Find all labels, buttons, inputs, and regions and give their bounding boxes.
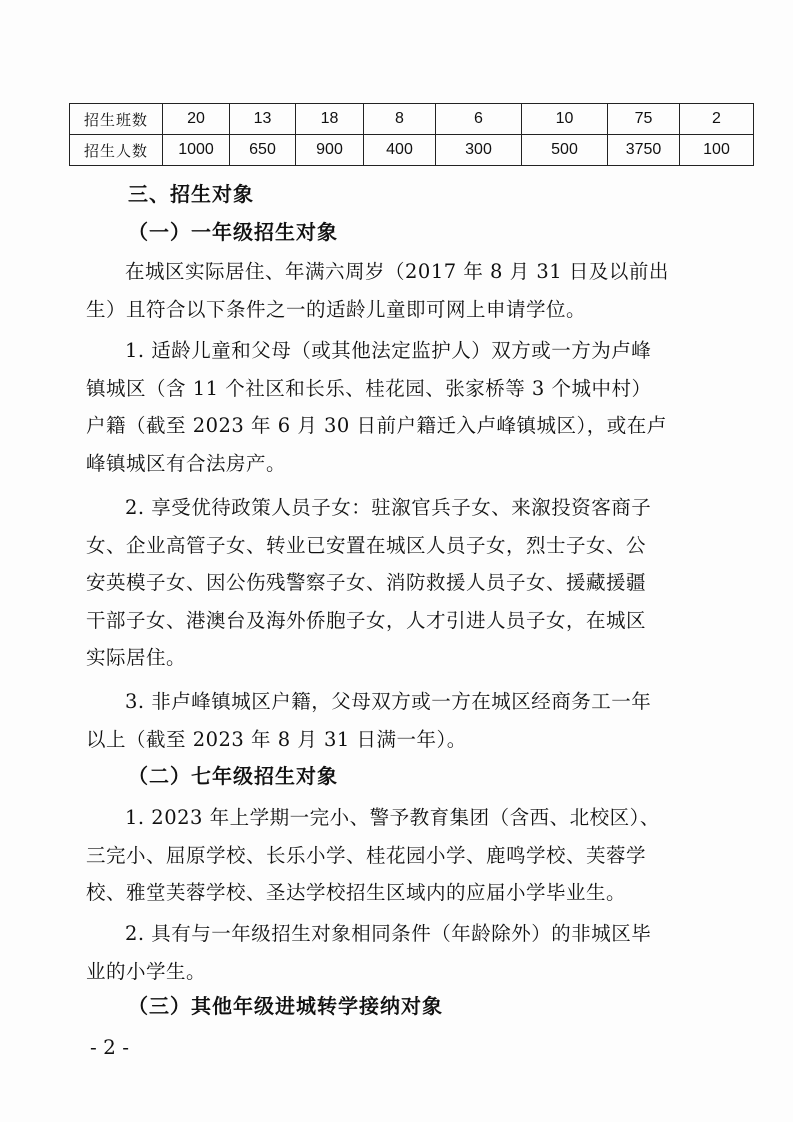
table-cell: 18 bbox=[296, 104, 364, 135]
section-heading: 三、招生对象 bbox=[128, 182, 254, 206]
subsection-3-heading: （三）其他年级进城转学接纳对象 bbox=[128, 994, 443, 1018]
table-cell: 900 bbox=[296, 135, 364, 166]
text-line: 户籍（截至 2023 年 6 月 30 日前户籍迁入卢峰镇城区），或在卢 bbox=[86, 414, 667, 437]
table-cell: 6 bbox=[436, 104, 522, 135]
text-line: 峰镇城区有合法房产。 bbox=[86, 451, 287, 475]
table-cell: 2 bbox=[680, 104, 754, 135]
text-line: 三完小、屈原学校、长乐小学、桂花园小学、鹿鸣学校、芙蓉学 bbox=[86, 843, 647, 867]
table-row bbox=[70, 104, 754, 135]
table-cell: 500 bbox=[522, 135, 608, 166]
table-cell: 400 bbox=[364, 135, 436, 166]
text-line: 实际居住。 bbox=[86, 646, 187, 669]
text-line: 以上（截至 2023 年 8 月 31 日满一年）。 bbox=[86, 727, 467, 751]
paragraph-intro bbox=[86, 253, 746, 328]
page-number: - 2 - bbox=[90, 1035, 129, 1059]
paragraph-5 bbox=[86, 915, 746, 990]
text-line: 安英模子女、因公伤残警察子女、消防救援人员子女、援藏援疆 bbox=[86, 571, 647, 594]
enrollment-table bbox=[69, 103, 754, 166]
table-cell: 300 bbox=[436, 135, 522, 166]
table-cell: 8 bbox=[364, 104, 436, 135]
row-label: 招生人数 bbox=[70, 135, 163, 166]
paragraph-3 bbox=[86, 683, 746, 758]
text-line: 1. 适龄儿童和父母（或其他法定监护人）双方或一方为卢峰 bbox=[125, 339, 652, 362]
paragraph-2 bbox=[86, 489, 746, 677]
paragraph-4 bbox=[86, 799, 746, 912]
text-line: 2. 具有与一年级招生对象相同条件（年龄除外）的非城区毕 bbox=[125, 922, 652, 945]
text-line: 生）且符合以下条件之一的适龄儿童即可网上申请学位。 bbox=[86, 297, 587, 321]
table-cell: 13 bbox=[230, 104, 296, 135]
table-cell: 650 bbox=[230, 135, 296, 166]
text-line: 2. 享受优待政策人员子女：驻溆官兵子女、来溆投资客商子 bbox=[125, 496, 652, 519]
row-label: 招生班数 bbox=[70, 104, 163, 135]
table-row bbox=[70, 135, 754, 166]
table-cell: 3750 bbox=[608, 135, 680, 166]
table-cell: 100 bbox=[680, 135, 754, 166]
text-line: 3. 非卢峰镇城区户籍，父母双方或一方在城区经商务工一年 bbox=[125, 690, 652, 713]
text-line: 干部子女、港澳台及海外侨胞子女，人才引进人员子女，在城区 bbox=[86, 608, 647, 632]
subsection-2-heading: （二）七年级招生对象 bbox=[128, 764, 338, 788]
paragraph-1 bbox=[86, 332, 746, 482]
text-line: 业的小学生。 bbox=[86, 959, 207, 983]
table-cell: 10 bbox=[522, 104, 608, 135]
text-line: 1. 2023 年上学期一完小、警予教育集团（含西、北校区）、 bbox=[125, 806, 660, 829]
text-line: 女、企业高管子女、转业已安置在城区人员子女，烈士子女、公 bbox=[86, 533, 647, 557]
text-line: 在城区实际居住、年满六周岁（2017 年 8 月 31 日及以前出 bbox=[125, 260, 669, 283]
text-line: 镇城区（含 11 个社区和长乐、桂花园、张家桥等 3 个城中村） bbox=[86, 376, 652, 400]
table-cell: 20 bbox=[163, 104, 230, 135]
text-line: 校、雅堂芙蓉学校、圣达学校招生区域内的应届小学毕业生。 bbox=[86, 881, 627, 904]
table-cell: 75 bbox=[608, 104, 680, 135]
table-cell: 1000 bbox=[163, 135, 230, 166]
subsection-1-heading: （一）一年级招生对象 bbox=[128, 220, 338, 244]
